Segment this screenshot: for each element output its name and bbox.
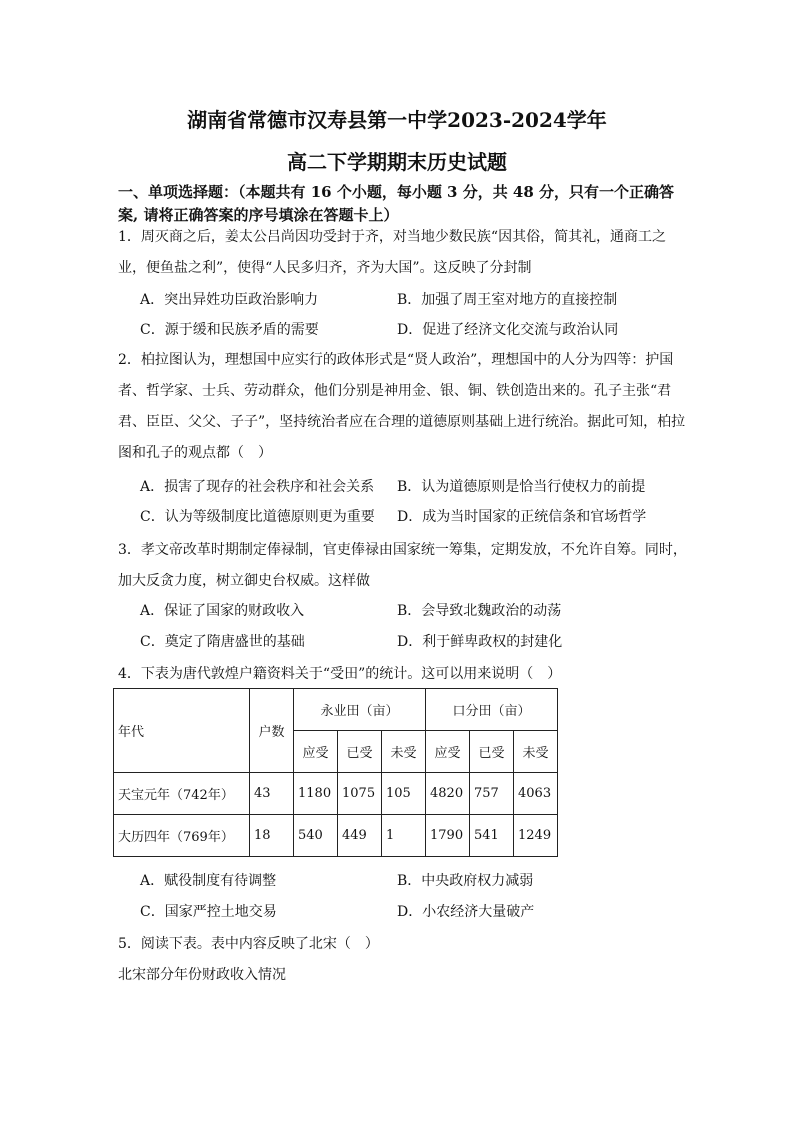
- header-yongye-land: 永业田（亩）: [294, 689, 426, 731]
- question-3-option-a: A．保证了国家的财政收入: [140, 603, 305, 619]
- header-koufen-land: 口分田（亩）: [426, 689, 558, 731]
- question-1-option-b: B．加强了周王室对地方的直接控制: [397, 292, 618, 308]
- land-allocation-table: [113, 688, 558, 857]
- table-cell: 4820: [426, 773, 470, 815]
- table-cell: 1: [382, 815, 426, 857]
- exam-title-line1: 湖南省常德市汉寿县第一中学2023-2024学年: [187, 108, 607, 132]
- question-4-stem: 4．下表为唐代敦煌户籍资料关于“受田”的统计。这可以用来说明（ ）: [118, 666, 562, 682]
- table-row: [114, 815, 558, 857]
- question-3-option-d: D．利于鲜卑政权的封建化: [397, 634, 563, 650]
- question-4-option-c: C．国家严控土地交易: [140, 904, 277, 920]
- subheader-not-received: 未受: [382, 731, 426, 773]
- table-cell: 105: [382, 773, 426, 815]
- subheader-not-received: 未受: [514, 731, 558, 773]
- table-cell: 1180: [294, 773, 338, 815]
- table-cell: 1249: [514, 815, 558, 857]
- table-cell: 449: [338, 815, 382, 857]
- table-cell: 4063: [514, 773, 558, 815]
- question-4-option-d: D．小农经济大量破产: [397, 904, 535, 920]
- question-3-stem: 3．孝文帝改革时期制定俸禄制，官吏俸禄由国家统一筹集，定期发放，不允许自筹。同时，加大反贪力度，树立御史台权威。这样做: [118, 542, 687, 589]
- table-cell: 大历四年（769年）: [114, 815, 250, 857]
- question-1-stem: 1．周灭商之后，姜太公吕尚因功受封于齐，对当地少数民族“因其俗，简其礼，通商工之业，便鱼盐之利”，使得“人民多归齐，齐为大国”。这反映了分封制: [118, 229, 667, 276]
- question-2-option-a: A．损害了现存的社会秩序和社会关系: [140, 479, 375, 495]
- table-cell: 1075: [338, 773, 382, 815]
- table-cell: 541: [470, 815, 514, 857]
- question-2-stem: 2．柏拉图认为，理想国中应实行的政体形式是“贤人政治”，理想国中的人分为四等：护国者、哲学家、士兵、劳动群众，他们分别是神用金、银、铜、铁创造出来的。孔子主张“君君、臣臣、父父、子子”，坚持统治者应在合理的道德原则基础上进行统治。据此可知，柏拉图和孔子的观点都（ ）: [118, 352, 686, 461]
- question-5-table-caption: 北宋部分年份财政收入情况: [118, 967, 286, 983]
- question-2-option-c: C．认为等级制度比道德原则更为重要: [140, 509, 375, 525]
- table-cell: 540: [294, 815, 338, 857]
- subheader-received: 已受: [338, 731, 382, 773]
- question-1-option-c: C．源于缓和民族矛盾的需要: [140, 322, 319, 338]
- subheader-should-receive: 应受: [426, 731, 470, 773]
- question-3-option-b: B．会导致北魏政治的动荡: [397, 603, 562, 619]
- exam-title-line2: 高二下学期期末历史试题: [287, 150, 507, 174]
- header-households: 户数: [250, 689, 294, 773]
- table-row: [114, 773, 558, 815]
- question-2-option-b: B．认为道德原则是恰当行使权力的前提: [397, 479, 646, 495]
- table-cell: 1790: [426, 815, 470, 857]
- subheader-should-receive: 应受: [294, 731, 338, 773]
- question-1-option-a: A．突出异姓功臣政治影响力: [140, 292, 319, 308]
- table-cell: 天宝元年（742年）: [114, 773, 250, 815]
- table-cell: 18: [250, 815, 294, 857]
- header-era: 年代: [114, 689, 250, 773]
- section-heading: 一、单项选择题：（本题共有 16 个小题，每小题 3 分，共 48 分，只有一个正确答案, 请将正确答案的序号填涂在答题卡上）: [118, 183, 675, 224]
- subheader-received: 已受: [470, 731, 514, 773]
- question-1-option-d: D．促进了经济文化交流与政治认同: [397, 322, 619, 338]
- question-4-option-b: B．中央政府权力减弱: [397, 873, 534, 889]
- question-3-option-c: C．奠定了隋唐盛世的基础: [140, 634, 305, 650]
- question-2-option-d: D．成为当时国家的正统信条和官场哲学: [397, 509, 647, 525]
- table-cell: 43: [250, 773, 294, 815]
- question-4-option-a: A．赋役制度有待调整: [140, 873, 277, 889]
- table-cell: 757: [470, 773, 514, 815]
- question-5-stem: 5．阅读下表。表中内容反映了北宋（ ）: [118, 936, 379, 952]
